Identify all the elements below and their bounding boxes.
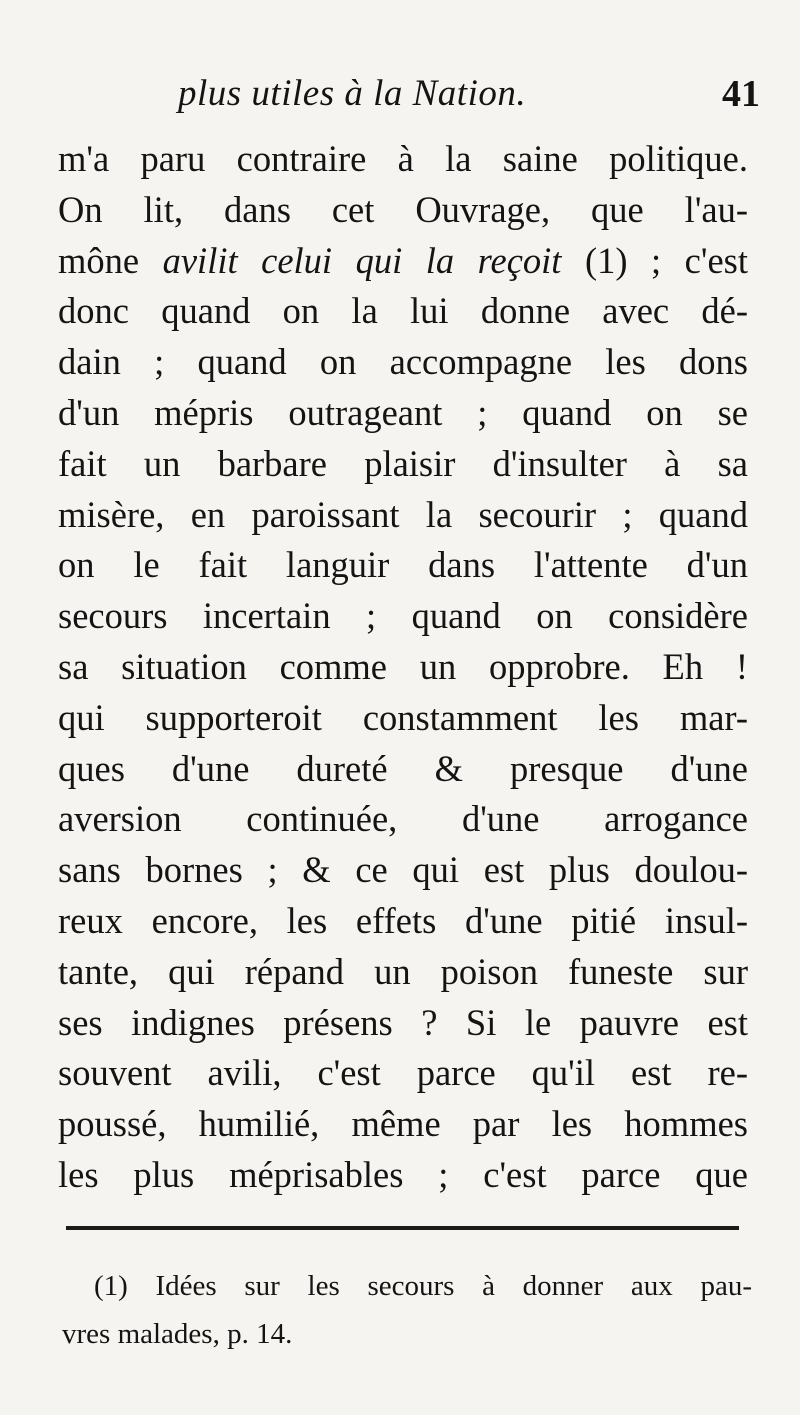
text-line: mône avilit celui qui la reçoit (1) ; c'est bbox=[58, 239, 749, 281]
body-text bbox=[58, 134, 748, 1201]
text-line: m'a paru contraire à la saine politique. bbox=[58, 138, 748, 179]
text-line: aversion continuée, d'une arrogance bbox=[58, 798, 748, 840]
footnote-rule bbox=[66, 1226, 739, 1230]
text-line: misère, en paroissant la secourir ; quand bbox=[58, 493, 748, 535]
text-line: secours incertain ; quand on considère bbox=[58, 595, 748, 637]
running-head bbox=[60, 72, 760, 132]
text-line: sans bornes ; & ce qui est plus doulou- bbox=[58, 849, 748, 891]
page-number: 41 bbox=[722, 73, 760, 115]
text-line: ses indignes présens ? Si le pauvre est bbox=[58, 1001, 748, 1043]
footnote-line: vres malades, p. 14. bbox=[62, 1318, 293, 1350]
text-line: reux encore, les effets d'une pitié insul- bbox=[58, 899, 748, 941]
text-line: ques d'une dureté & presque d'une bbox=[58, 747, 748, 789]
text-line: On lit, dans cet Ouvrage, que l'au- bbox=[58, 188, 748, 230]
text-line: poussé, humilié, même par les hommes bbox=[58, 1103, 748, 1145]
text-line: qui supporteroit constamment les mar- bbox=[58, 696, 748, 738]
text-line: fait un barbare plaisir d'insulter à sa bbox=[58, 442, 748, 484]
text-line: dain ; quand on accompagne les dons bbox=[58, 341, 748, 383]
running-title: plus utiles à la Nation. bbox=[178, 73, 527, 114]
text-line: les plus méprisables ; c'est parce que bbox=[58, 1153, 748, 1195]
text-line: sa situation comme un opprobre. Eh ! bbox=[58, 645, 748, 687]
text-line: souvent avili, c'est parce qu'il est re- bbox=[58, 1052, 748, 1094]
text-line: on le fait languir dans l'attente d'un bbox=[58, 544, 748, 586]
footnote bbox=[62, 1262, 752, 1358]
footnote-line: (1) Idées sur les secours à donner aux pau- bbox=[94, 1270, 752, 1302]
text-line: tante, qui répand un poison funeste sur bbox=[58, 950, 748, 992]
text-line: donc quand on la lui donne avec dé- bbox=[58, 290, 748, 332]
text-line: d'un mépris outrageant ; quand on se bbox=[58, 391, 748, 433]
italic-quote: avilit celui qui la reçoit bbox=[162, 239, 562, 281]
